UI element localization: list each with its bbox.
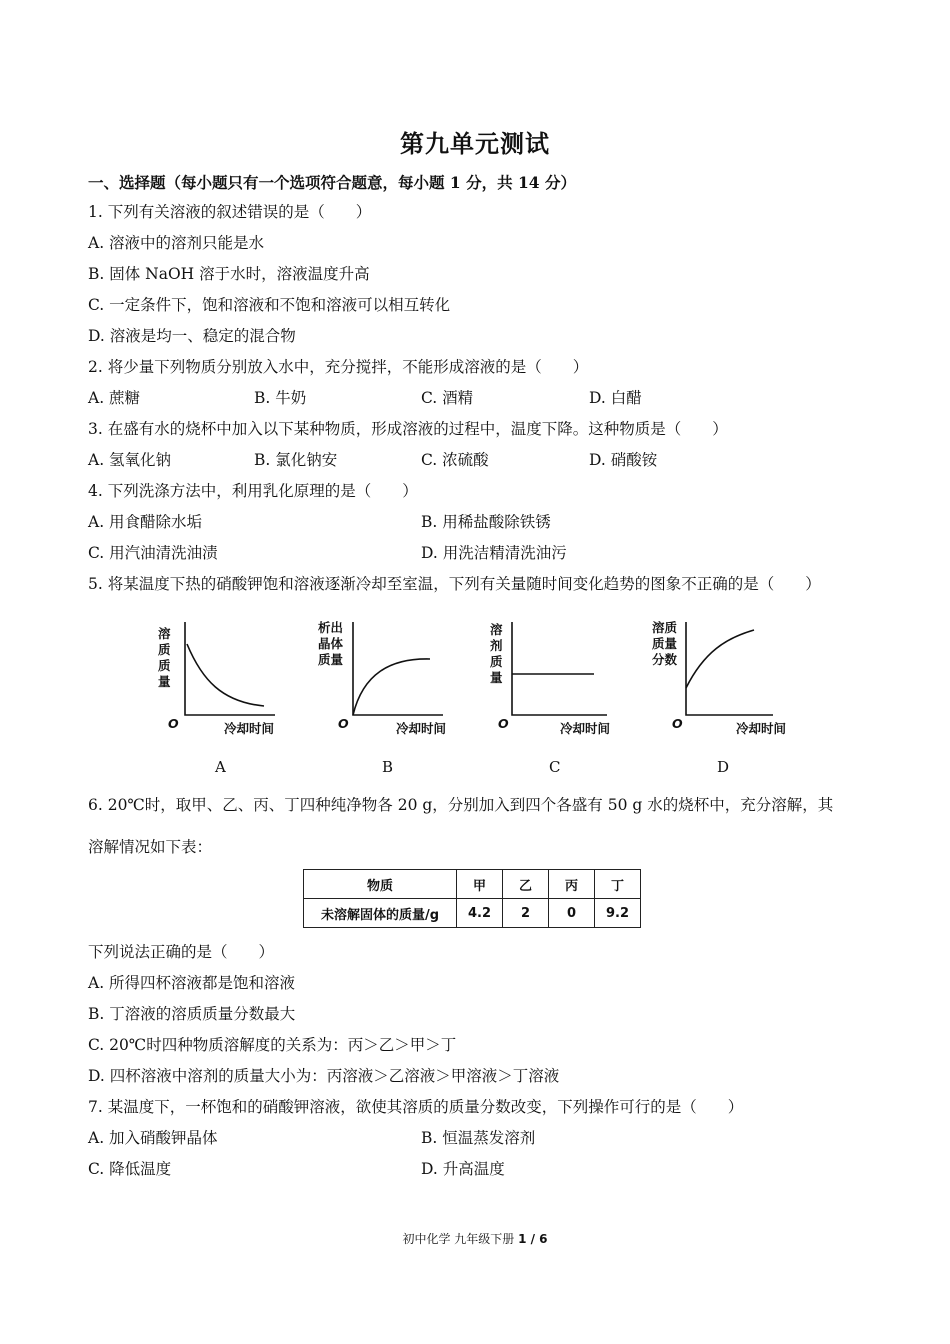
graph-c-label: C bbox=[549, 758, 561, 776]
graph-b-label: B bbox=[382, 758, 394, 776]
question-6-prompt: 下列说法正确的是（ ） bbox=[88, 943, 275, 961]
question-1-option-d: D. 溶液是均一、稳定的混合物 bbox=[88, 327, 296, 345]
question-2-option-c: C. 酒精 bbox=[421, 389, 474, 407]
graph-b bbox=[318, 612, 488, 752]
graph-d-label: D bbox=[717, 758, 730, 776]
question-7-option-d: D. 升高温度 bbox=[421, 1160, 505, 1178]
question-2-option-a: A. 蔗糖 bbox=[88, 389, 141, 407]
question-6-option-a: A. 所得四杯溶液都是饱和溶液 bbox=[88, 974, 296, 992]
graph-c-ylabel-1: 溶 bbox=[490, 622, 503, 637]
graph-c-axes bbox=[512, 622, 607, 715]
footer-text: 初中化学 九年级下册 bbox=[402, 1232, 519, 1246]
question-6-option-c: C. 20℃时四种物质溶解度的关系为：丙＞乙＞甲＞丁 bbox=[88, 1036, 457, 1054]
table-header-cell: 甲 bbox=[457, 870, 503, 899]
question-4-stem: 4. 下列洗涤方法中，利用乳化原理的是（ ） bbox=[88, 482, 418, 500]
question-3-option-a: A. 氢氧化钠 bbox=[88, 451, 172, 469]
graph-c-origin: O bbox=[498, 716, 509, 731]
question-7-option-a: A. 加入硝酸钾晶体 bbox=[88, 1129, 218, 1147]
page-title: 第九单元测试 bbox=[400, 129, 550, 158]
question-1-stem: 1. 下列有关溶液的叙述错误的是（ ） bbox=[88, 203, 372, 221]
graph-a-origin: O bbox=[168, 716, 179, 731]
graph-c-ylabel-3: 质 bbox=[490, 654, 503, 669]
table-header-cell: 丙 bbox=[549, 870, 595, 899]
question-3-option-d: D. 硝酸铵 bbox=[589, 451, 658, 469]
graph-a-ylabel-2: 质 bbox=[158, 642, 171, 657]
question-3-option-c: C. 浓硫酸 bbox=[421, 451, 489, 469]
table-header-cell: 物质 bbox=[304, 870, 457, 899]
graph-b-ylabel-2: 晶体 bbox=[318, 636, 344, 651]
page-footer bbox=[0, 1230, 950, 1247]
graph-a-ylabel-3: 质 bbox=[158, 658, 171, 673]
graph-b-xlabel: 冷却时间 bbox=[396, 721, 447, 736]
question-6-stem-line-1: 6. 20℃时，取甲、乙、丙、丁四种纯净物各 20 g，分别加入到四个各盛有 50 g 水的烧杯中，充分溶解，其 bbox=[88, 796, 834, 814]
graph-c-ylabel-2: 剂 bbox=[490, 638, 503, 653]
table-cell: 2 bbox=[503, 899, 549, 928]
graph-c-xlabel: 冷却时间 bbox=[560, 721, 611, 736]
graph-d-curve bbox=[686, 630, 754, 688]
section-heading-choice: 一、选择题（每小题只有一个选项符合题意，每小题 1 分，共 14 分） bbox=[88, 173, 576, 192]
table-header-cell: 丁 bbox=[595, 870, 641, 899]
question-4-option-d: D. 用洗洁精清洗油污 bbox=[421, 544, 567, 562]
question-6-option-b: B. 丁溶液的溶质质量分数最大 bbox=[88, 1005, 296, 1023]
question-2-option-d: D. 白醋 bbox=[589, 389, 642, 407]
question-3-stem: 3. 在盛有水的烧杯中加入以下某种物质，形成溶液的过程中，温度下降。这种物质是（ ） bbox=[88, 420, 728, 438]
question-2-option-b: B. 牛奶 bbox=[254, 389, 307, 407]
graph-b-origin: O bbox=[338, 716, 349, 731]
graph-b-curve bbox=[353, 659, 430, 715]
question-2-stem: 2. 将少量下列物质分别放入水中，充分搅拌，不能形成溶液的是（ ） bbox=[88, 358, 589, 376]
graph-a bbox=[150, 612, 320, 752]
graph-a-xlabel: 冷却时间 bbox=[224, 721, 275, 736]
table-row bbox=[304, 899, 641, 928]
graph-a-curve bbox=[187, 644, 264, 706]
graph-a-axes bbox=[185, 622, 275, 715]
solubility-table bbox=[303, 869, 641, 928]
graph-a-label: A bbox=[215, 758, 226, 776]
graph-d-xlabel: 冷却时间 bbox=[736, 721, 787, 736]
graph-c-ylabel-4: 量 bbox=[490, 670, 503, 685]
graph-d-ylabel-3: 分数 bbox=[652, 652, 678, 667]
page-number: 1 / 6 bbox=[518, 1232, 548, 1246]
graph-a-ylabel-4: 量 bbox=[158, 674, 171, 689]
question-1-option-c: C. 一定条件下，饱和溶液和不饱和溶液可以相互转化 bbox=[88, 296, 451, 314]
question-4-option-b: B. 用稀盐酸除铁锈 bbox=[421, 513, 551, 531]
question-3-option-b: B. 氯化钠安 bbox=[254, 451, 338, 469]
graph-d-ylabel-2: 质量 bbox=[652, 636, 678, 651]
question-1-option-a: A. 溶液中的溶剂只能是水 bbox=[88, 234, 265, 252]
table-header-cell: 乙 bbox=[503, 870, 549, 899]
graph-c bbox=[482, 612, 652, 752]
graph-d-axes bbox=[686, 622, 773, 715]
graph-a-ylabel-1: 溶 bbox=[158, 626, 171, 641]
question-6-option-d: D. 四杯溶液中溶剂的质量大小为：丙溶液＞乙溶液＞甲溶液＞丁溶液 bbox=[88, 1067, 560, 1085]
graph-b-axes bbox=[353, 622, 443, 715]
graph-d-origin: O bbox=[672, 716, 683, 731]
graph-d bbox=[648, 612, 818, 752]
question-7-option-c: C. 降低温度 bbox=[88, 1160, 172, 1178]
question-6-stem-line-2: 溶解情况如下表： bbox=[88, 838, 213, 856]
graph-d-ylabel-1: 溶质 bbox=[652, 620, 678, 635]
table-cell: 未溶解固体的质量/g bbox=[304, 899, 457, 928]
question-4-option-a: A. 用食醋除水垢 bbox=[88, 513, 203, 531]
graph-b-ylabel-1: 析出 bbox=[318, 620, 344, 635]
question-4-option-c: C. 用汽油清洗油渍 bbox=[88, 544, 218, 562]
question-1-option-b: B. 固体 NaOH 溶于水时，溶液温度升高 bbox=[88, 265, 370, 283]
question-5-stem: 5. 将某温度下热的硝酸钾饱和溶液逐渐冷却至室温，下列有关量随时间变化趋势的图象不正确的是（ ） bbox=[88, 575, 821, 593]
table-header-row bbox=[304, 870, 641, 899]
graph-b-ylabel-3: 质量 bbox=[318, 652, 344, 667]
table-cell: 4.2 bbox=[457, 899, 503, 928]
question-7-stem: 7. 某温度下，一杯饱和的硝酸钾溶液，欲使其溶质的质量分数改变，下列操作可行的是（ ） bbox=[88, 1098, 744, 1116]
question-7-option-b: B. 恒温蒸发溶剂 bbox=[421, 1129, 536, 1147]
table-cell: 9.2 bbox=[595, 899, 641, 928]
table-cell: 0 bbox=[549, 899, 595, 928]
